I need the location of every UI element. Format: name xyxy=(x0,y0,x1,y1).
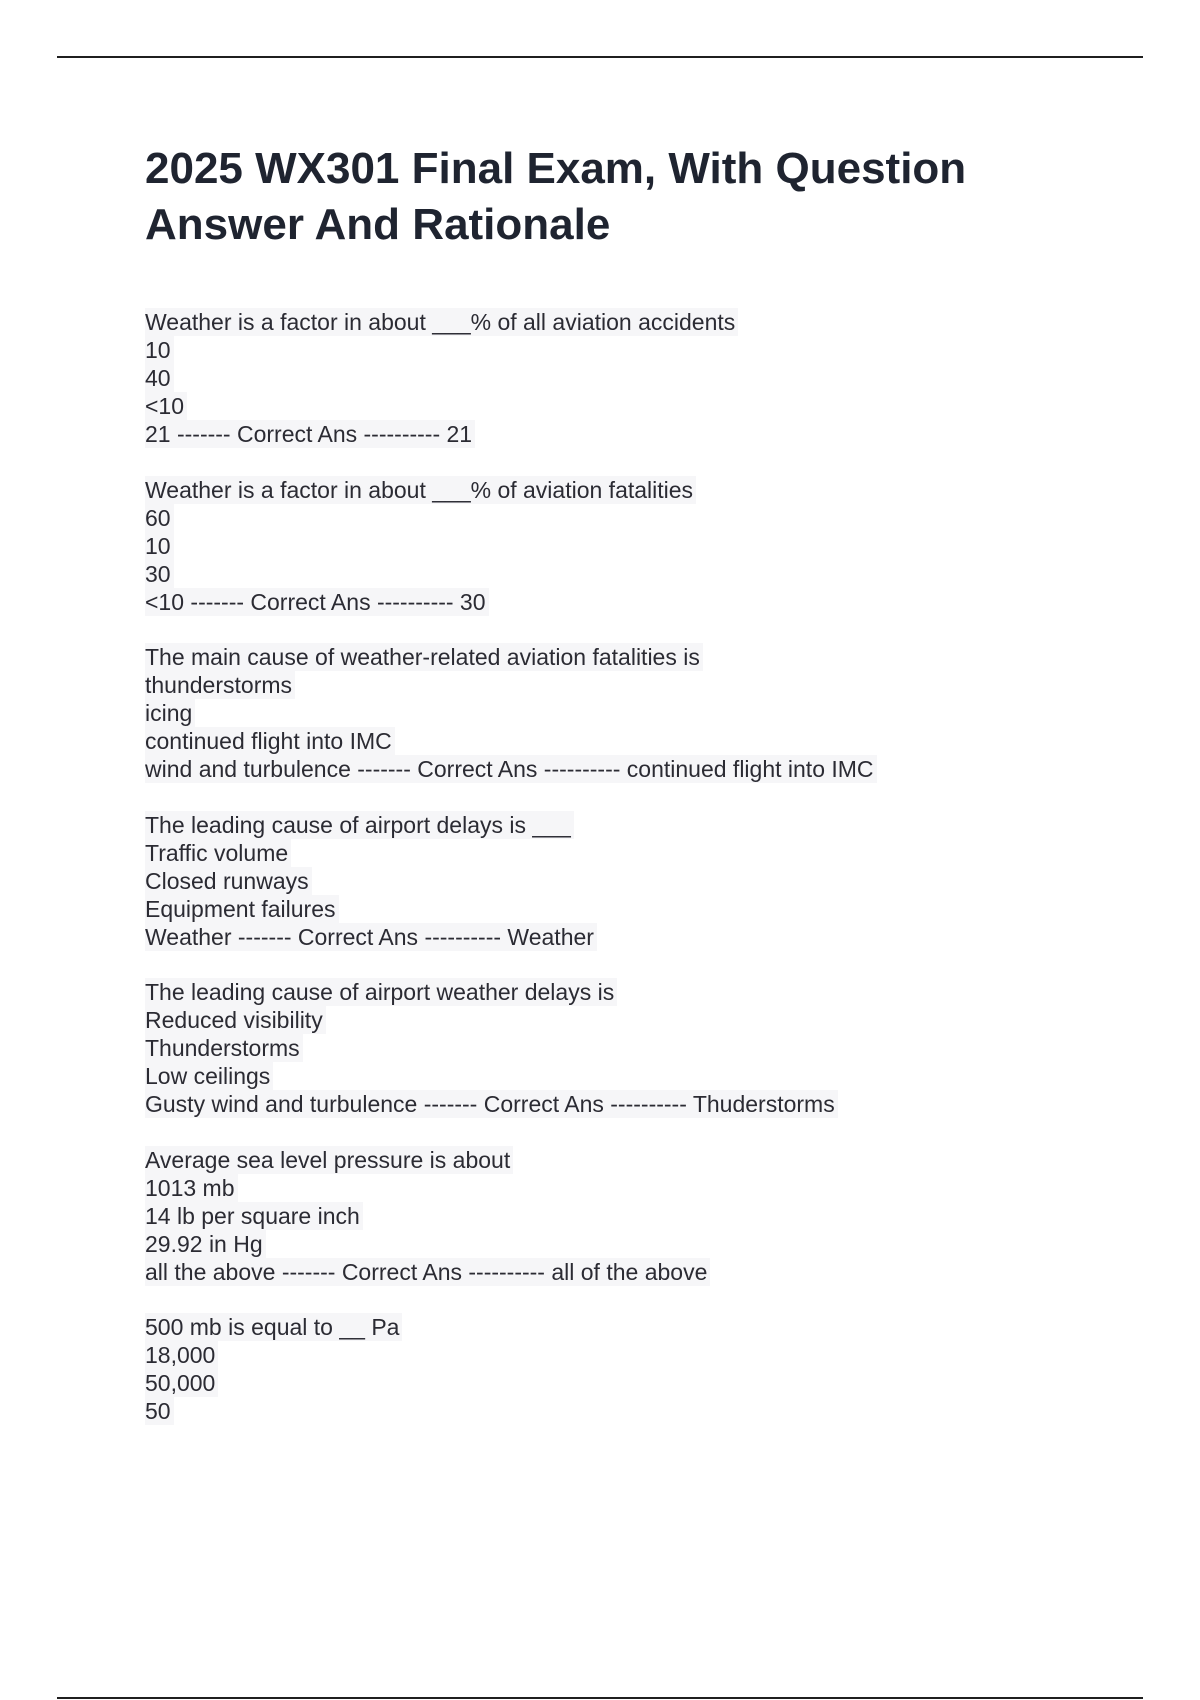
question-item xyxy=(145,643,1105,783)
question-list xyxy=(145,308,1105,1425)
document-body xyxy=(145,141,1105,1453)
answer-option: 1013 mb xyxy=(145,1174,1105,1202)
answer-option: Traffic volume xyxy=(145,839,1105,867)
question-item xyxy=(145,308,1105,448)
answer-option-with-correct-answer: 21 ------- Correct Ans ---------- 21 xyxy=(145,420,1105,448)
answer-option-with-correct-answer: Gusty wind and turbulence ------- Correct Ans ---------- Thuderstorms xyxy=(145,1090,1105,1118)
answer-option: 50,000 xyxy=(145,1369,1105,1397)
answer-option: Closed runways xyxy=(145,867,1105,895)
answer-option: <10 xyxy=(145,392,1105,420)
question-prompt: The main cause of weather-related aviation fatalities is xyxy=(145,643,1105,671)
answer-option: Thunderstorms xyxy=(145,1034,1105,1062)
answer-option: 60 xyxy=(145,504,1105,532)
question-prompt: Weather is a factor in about ___% of all aviation accidents xyxy=(145,308,1105,336)
answer-option: 29.92 in Hg xyxy=(145,1230,1105,1258)
answer-option: Equipment failures xyxy=(145,895,1105,923)
document-title: 2025 WX301 Final Exam, With Question Answer And Rationale xyxy=(145,144,967,249)
bottom-rule xyxy=(57,1697,1143,1699)
answer-option: 10 xyxy=(145,532,1105,560)
top-rule xyxy=(57,56,1143,58)
answer-option: 10 xyxy=(145,336,1105,364)
answer-option: Low ceilings xyxy=(145,1062,1105,1090)
answer-option: 14 lb per square inch xyxy=(145,1202,1105,1230)
answer-option: icing xyxy=(145,699,1105,727)
question-prompt: 500 mb is equal to __ Pa xyxy=(145,1313,1105,1341)
answer-option-with-correct-answer: <10 ------- Correct Ans ---------- 30 xyxy=(145,588,1105,616)
answer-option: 40 xyxy=(145,364,1105,392)
answer-option: 50 xyxy=(145,1397,1105,1425)
question-prompt: Average sea level pressure is about xyxy=(145,1146,1105,1174)
answer-option-with-correct-answer: wind and turbulence ------- Correct Ans ---------- continued flight into IMC xyxy=(145,755,1105,783)
question-prompt: The leading cause of airport weather delays is xyxy=(145,978,1105,1006)
answer-option-with-correct-answer: all the above ------- Correct Ans ---------- all of the above xyxy=(145,1258,1105,1286)
question-item xyxy=(145,1146,1105,1286)
answer-option: Reduced visibility xyxy=(145,1006,1105,1034)
question-item xyxy=(145,1313,1105,1425)
answer-option: 30 xyxy=(145,560,1105,588)
answer-option-with-correct-answer: Weather ------- Correct Ans ---------- Weather xyxy=(145,923,1105,951)
answer-option: 18,000 xyxy=(145,1341,1105,1369)
question-item xyxy=(145,476,1105,616)
question-item xyxy=(145,978,1105,1118)
question-prompt: The leading cause of airport delays is ___ xyxy=(145,811,1105,839)
answer-option: thunderstorms xyxy=(145,671,1105,699)
question-item xyxy=(145,811,1105,951)
answer-option: continued flight into IMC xyxy=(145,727,1105,755)
question-prompt: Weather is a factor in about ___% of aviation fatalities xyxy=(145,476,1105,504)
